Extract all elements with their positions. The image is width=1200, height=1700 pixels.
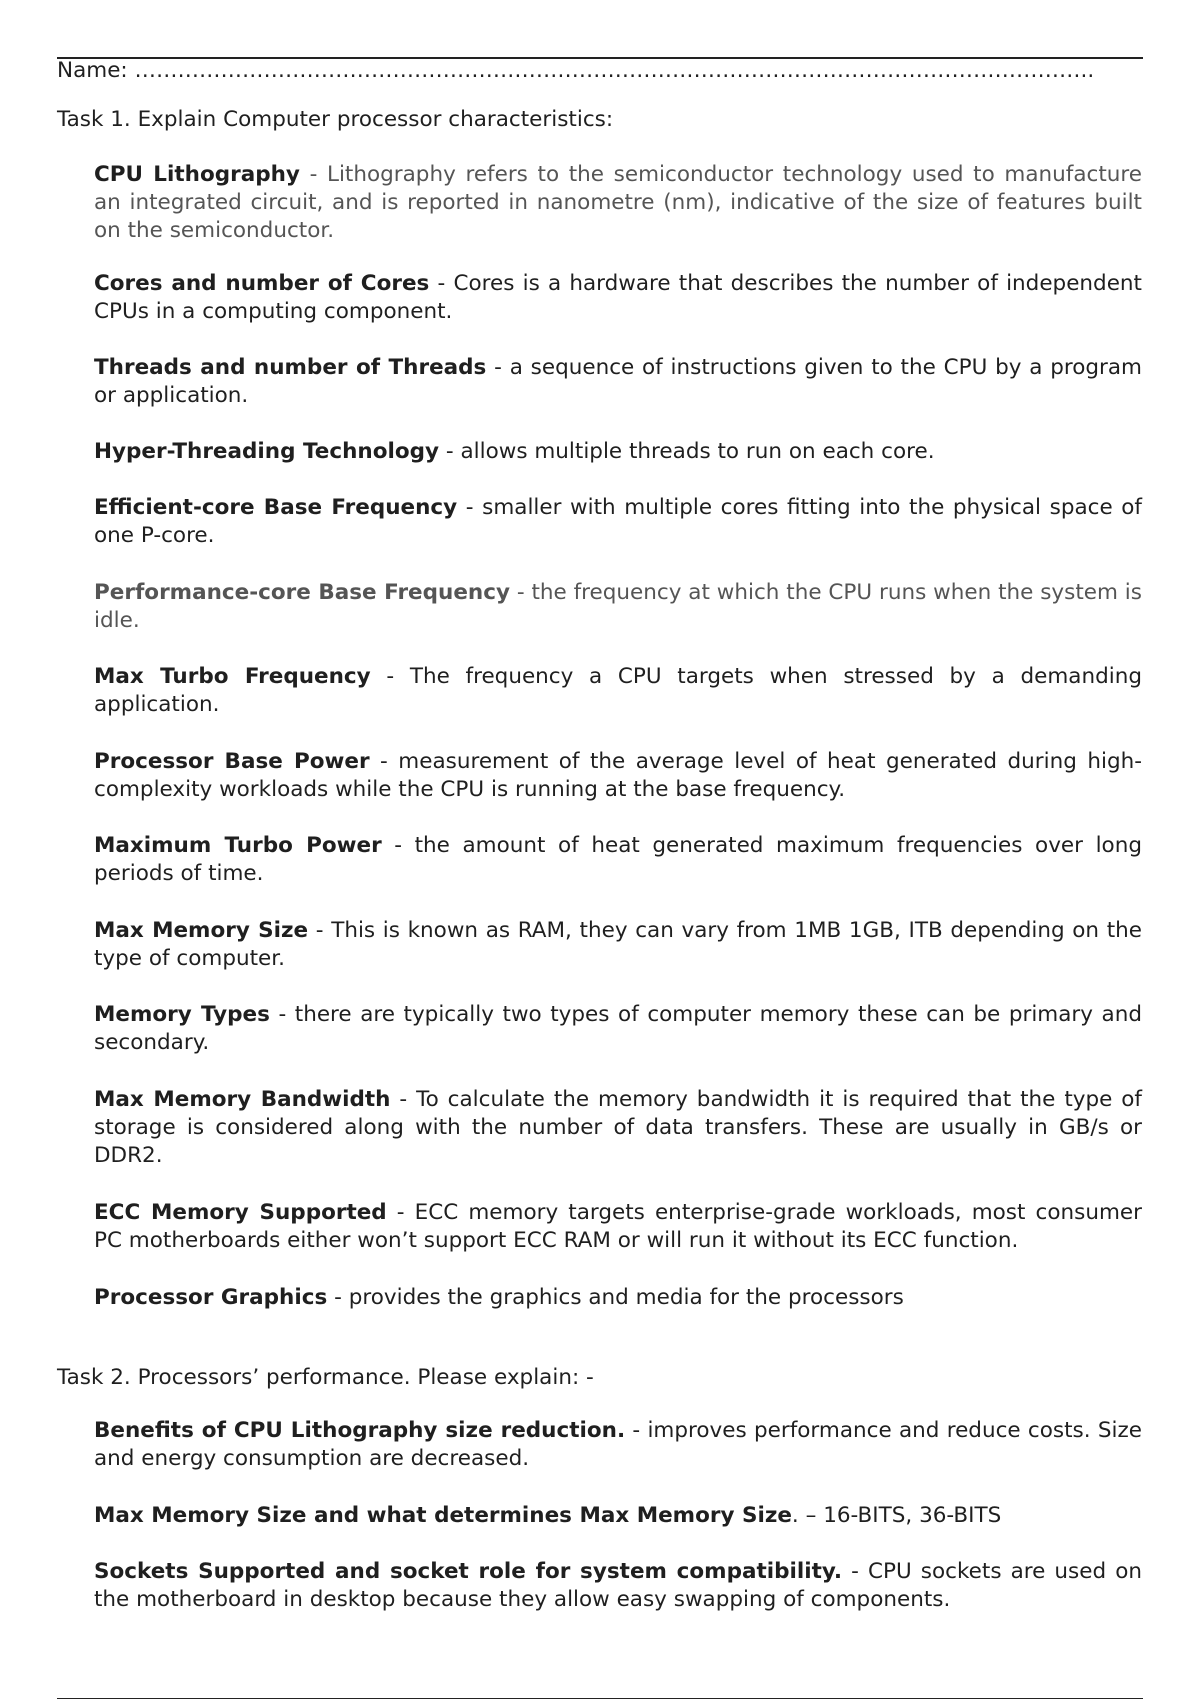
item-sep: . – — [791, 1503, 824, 1528]
item-text: allows multiple threads to run on each core. — [460, 439, 935, 464]
list-item — [94, 1001, 1142, 1057]
item-term: Memory Types — [94, 1002, 270, 1027]
item-sep: - — [327, 1285, 349, 1310]
item-sep: - — [390, 1087, 417, 1112]
item-text: To calculate the memory bandwidth it is required that the type of storage is considered along with the number of data transfers. These are usually in GB/s or DDR2. — [94, 1087, 1142, 1168]
item-text: This is known as RAM, they can vary from 1MB 1GB, ITB depending on the type of computer. — [94, 918, 1143, 971]
item-text: the frequency at which the CPU runs when the system is idle. — [94, 580, 1142, 633]
item-term: CPU Lithography — [94, 162, 300, 187]
item-term: Processor Base Power — [94, 749, 370, 774]
item-term: ECC Memory Supported — [94, 1200, 387, 1225]
list-item — [94, 1199, 1142, 1255]
item-term: Performance-core Base Frequency — [94, 580, 510, 605]
list-item — [94, 1502, 1142, 1530]
item-text: the amount of heat generated maximum frequencies over long periods of time. — [94, 833, 1142, 886]
list-item — [94, 1086, 1142, 1170]
list-item — [94, 1284, 1142, 1312]
bottom-rule — [57, 1698, 1143, 1699]
item-term: Hyper-Threading Technology — [94, 439, 440, 464]
item-text: improves performance and reduce costs. Size and energy consumption are decreased. — [94, 1418, 1142, 1471]
list-item — [94, 438, 1142, 466]
list-item — [94, 663, 1142, 719]
item-text: CPU sockets are used on the motherboard in desktop because they allow easy swapping of components. — [94, 1559, 1142, 1612]
item-text: measurement of the average level of heat generated during high-complexity workloads while the CPU is running at the base frequency. — [94, 749, 1142, 802]
item-term: Sockets Supported and socket role for system compatibility. — [94, 1559, 843, 1584]
item-term: Processor Graphics — [94, 1285, 328, 1310]
item-term: Maximum Turbo Power — [94, 833, 382, 858]
name-label: Name: — [57, 58, 135, 83]
task1-heading: Task 1. Explain Computer processor characteristics: — [57, 107, 614, 132]
task2-heading: Task 2. Processors’ performance. Please explain: - — [57, 1365, 594, 1390]
item-term: Max Memory Bandwidth — [94, 1087, 391, 1112]
item-term: Max Memory Size and what determines Max Memory Size — [94, 1503, 792, 1528]
item-sep: - — [386, 1200, 415, 1225]
item-sep: - — [486, 355, 510, 380]
item-sep: - — [370, 664, 410, 689]
list-item — [94, 917, 1142, 973]
item-sep: - — [625, 1418, 648, 1443]
item-sep: - — [308, 918, 332, 943]
item-text: Cores is a hardware that describes the number of independent CPUs in a computing component. — [94, 271, 1142, 324]
list-item — [94, 579, 1142, 635]
list-item — [94, 832, 1142, 888]
item-text: Lithography refers to the semiconductor technology used to manufacture an integrated circuit, and is reported in nanometre (nm), indicative of the size of features built on the semiconductor. — [94, 162, 1142, 243]
item-term: Efficient-core Base Frequency — [94, 495, 458, 520]
item-sep: - — [299, 162, 327, 187]
item-sep: - — [439, 439, 461, 464]
item-text: there are typically two types of computer memory these can be primary and secondary. — [94, 1002, 1142, 1055]
item-sep: - — [429, 271, 454, 296]
name-dots: …………………………………………………………………………………………………………………….. — [134, 58, 1095, 83]
item-sep: - — [369, 749, 399, 774]
item-term: Threads and number of Threads — [94, 355, 487, 380]
list-item — [94, 1417, 1142, 1473]
item-sep: - — [509, 580, 532, 605]
item-term: Cores and number of Cores — [94, 271, 430, 296]
list-item — [94, 748, 1142, 804]
list-item — [94, 1558, 1142, 1614]
item-text: 16-BITS, 36-BITS — [823, 1503, 1002, 1528]
item-text: smaller with multiple cores fitting into the physical space of one P-core. — [94, 495, 1143, 548]
item-term: Max Memory Size — [94, 918, 309, 943]
item-term: Max Turbo Frequency — [94, 664, 371, 689]
list-item — [94, 161, 1142, 245]
list-item — [94, 494, 1142, 550]
item-sep: - — [269, 1002, 295, 1027]
item-sep: - — [842, 1559, 869, 1584]
item-sep: - — [381, 833, 415, 858]
item-sep: - — [457, 495, 483, 520]
item-text: provides the graphics and media for the processors — [348, 1285, 904, 1310]
list-item — [94, 270, 1142, 326]
item-text: ECC memory targets enterprise-grade workloads, most consumer PC motherboards either won’t support ECC RAM or will run it without its ECC function. — [94, 1200, 1142, 1253]
name-field — [57, 57, 1094, 85]
item-text: a sequence of instructions given to the CPU by a program or application. — [94, 355, 1142, 408]
item-text: The frequency a CPU targets when stressed by a demanding application. — [94, 664, 1142, 717]
item-term: Benefits of CPU Lithography size reduction. — [94, 1418, 626, 1443]
list-item — [94, 354, 1142, 410]
